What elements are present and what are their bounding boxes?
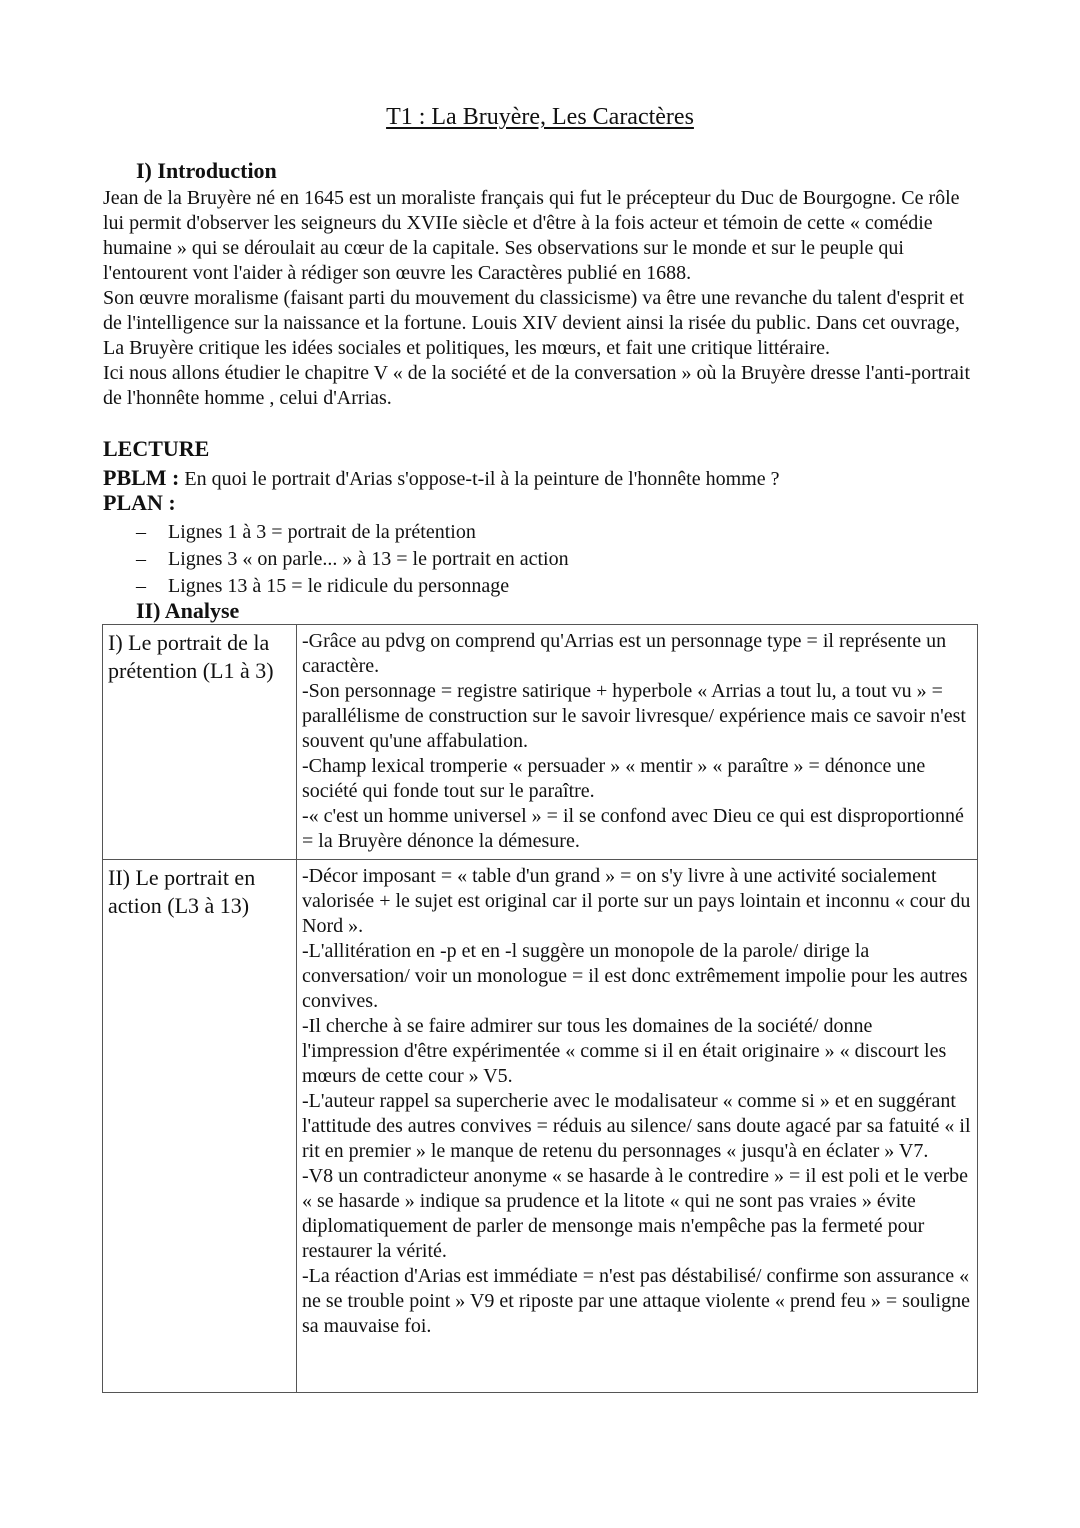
plan-item: – Lignes 3 « on parle... » à 13 = le portrait en action xyxy=(136,546,569,573)
row-heading: I) Le portrait de la prétention (L1 à 3) xyxy=(103,625,297,860)
pblm-text: En quoi le portrait d'Arias s'oppose-t-il à la peinture de l'honnête homme ? xyxy=(179,468,780,490)
intro-paragraph: Jean de la Bruyère né en 1645 est un moraliste français qui fut le précepteur du Duc de Bourgogne. Ce rôle lui permit d'observer les seigneurs du XVIIe siècle et d'être à la fois acteur et témoin de cette « comédie humaine » qui se déroulait au cœur de la capitale. Ses observations sur le monde et sur le peuple qui l'entourent vont l'aider à rédiger son œuvre les Caractères publié en 1688. xyxy=(103,187,960,284)
plan-list xyxy=(136,519,569,600)
analysis-point: -Décor imposant = « table d'un grand » = on s'y livre à une activité socialement valorisée + le sujet est original car il porte sur un pays lointain et inconnu « cour du Nord ». xyxy=(302,865,971,937)
plan-item: – Lignes 1 à 3 = portrait de la prétention xyxy=(136,519,569,546)
row-heading: II) Le portrait en action (L3 à 13) xyxy=(103,860,297,1393)
row-content xyxy=(297,625,978,860)
analysis-point: -Grâce au pdvg on comprend qu'Arrias est un personnage type = il représente un caractère. xyxy=(302,630,947,677)
problematique xyxy=(103,465,779,491)
table-row xyxy=(103,625,978,860)
table-row xyxy=(103,860,978,1393)
intro-paragraph: Ici nous allons étudier le chapitre V « de la société et de la conversation » où la Bruyère dresse l'anti-portrait de l'honnête homme , celui d'Arrias. xyxy=(103,362,971,409)
analysis-point: -L'allitération en -p et en -l suggère un monopole de la parole/ dirige la conversation/ voir un monologue = il est donc extrêmement impolie pour les autres convives. xyxy=(302,940,968,1012)
analysis-point: -Il cherche à se faire admirer sur tous les domaines de la société/ donne l'impression d'être expérimentée « comme si il en était originaire » « discourt les mœurs de cette cour » V5. xyxy=(302,1015,947,1087)
document-title: T1 : La Bruyère, Les Caractères xyxy=(386,104,694,130)
analysis-heading: II) Analyse xyxy=(136,598,240,623)
plan-item: – Lignes 13 à 15 = le ridicule du personnage xyxy=(136,573,569,600)
analysis-point: -V8 un contradicteur anonyme « se hasarde à le contredire » = il est poli et le verbe « se hasarde » indique sa prudence et la litote « qui ne sont pas vraies » évite diplomatiquement de parler de mensonge mais n'empêche pas la fermeté pour restaurer la vérité. xyxy=(302,1165,969,1262)
analysis-point: -Son personnage = registre satirique + hyperbole « Arrias a tout lu, a tout vu » = parallélisme de construction sur le savoir livresque/ expérience mais ce savoir n'est souvent qu'une affabulation. xyxy=(302,680,966,752)
row-content xyxy=(297,860,978,1393)
introduction-text xyxy=(103,186,983,411)
analysis-point: -L'auteur rappel sa supercherie avec le modalisateur « comme si » et en suggérant l'attitude des autres convives = réduis au silence/ sans doute agacé par sa fatuité « il rit en premier » le manque de retenu du personnages « jusqu'à en éclater » V7. xyxy=(302,1090,971,1162)
pblm-label: PBLM : xyxy=(103,465,180,490)
plan-label: PLAN : xyxy=(103,490,176,515)
analysis-table xyxy=(102,624,978,1393)
analysis-point: -« c'est un homme universel » = il se confond avec Dieu ce qui est disproportionné = la Bruyère dénonce la démesure. xyxy=(302,805,964,852)
introduction-heading: I) Introduction xyxy=(136,158,277,183)
intro-paragraph: Son œuvre moralisme (faisant parti du mouvement du classicisme) va être une revanche du talent d'esprit et de l'intelligence sur la naissance et la fortune. Louis XIV devient ainsi la risée du public. Dans cet ouvrage, La Bruyère critique les idées sociales et politiques, les mœurs, et fait une critique littéraire. xyxy=(103,287,965,359)
analysis-point: -Champ lexical tromperie « persuader » « mentir » « paraître » = dénonce une société qui fonde tout sur le paraître. xyxy=(302,755,926,802)
analysis-point: -La réaction d'Arias est immédiate = n'est pas déstabilisé/ confirme son assurance « ne se trouble point » V9 et riposte par une attaque violente « prend feu » = souligne sa mauvaise foi. xyxy=(302,1265,970,1337)
lecture-label: LECTURE xyxy=(103,436,210,461)
